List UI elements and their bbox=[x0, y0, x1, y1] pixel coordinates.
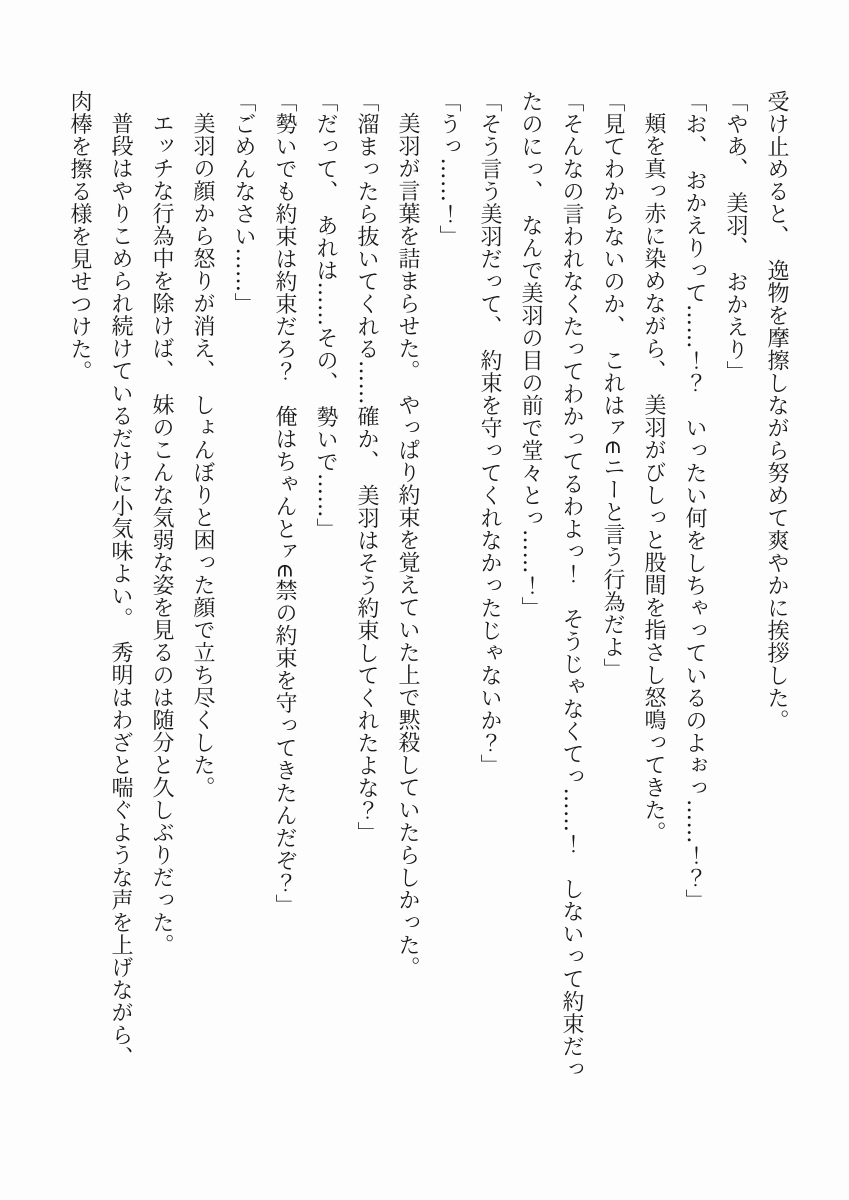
paragraph: 美羽の顔から怒りが消え、 しょんぼりと困った顔で立ち尽くした。 bbox=[190, 112, 215, 799]
paragraph: 「そんなの言われなくたってわかってるわよっ！ そうじゃなくてっ……！ しないって約束だったのにっ、 なんで美羽の目の前で堂々とっ……！」 bbox=[518, 90, 584, 1080]
paragraph: 頬を真っ赤に染めながら、 美羽がびしっと股間を指さし怒鳴ってきた。 bbox=[641, 112, 666, 844]
paragraph: 「だって、 あれは……その、 勢いで……」 bbox=[313, 90, 338, 541]
paragraph: 普段はやりこめられ続けているだけに小気味よい。 秀明はわざと喘ぐような声を上げながら、 肉棒を擦る様を見せつけた。 bbox=[67, 90, 133, 1080]
paragraph: 「溜まったら抜いてくれる……確か、 美羽はそう約束してくれたよな？」 bbox=[354, 90, 379, 844]
paragraph: 美羽が言葉を詰まらせた。 やっぱり約束を覚えていた上で黙殺していたらしかった。 bbox=[395, 112, 420, 979]
paragraph: 「勢いでも約束は約束だろ？ 俺はちゃんとァ∈禁の約束を守ってきたんだぞ？」 bbox=[272, 90, 297, 917]
paragraph: 「そう言う美羽だって、 約束を守ってくれなかったじゃないか？」 bbox=[477, 90, 502, 777]
paragraph: エッチな行為中を除けば、 妹のこんな気弱な姿を見るのは随分と久しぶりだった。 bbox=[149, 112, 174, 956]
paragraph: 「ごめんなさい……」 bbox=[231, 90, 256, 315]
paragraph: 「お、 おかえりって……！？ いったい何をしちゃっているのよぉっ……！？」 bbox=[682, 90, 707, 912]
paragraph: 「うっ……！」 bbox=[436, 90, 461, 248]
paragraph: 「見てわからないのか、 これはァ∈ニーと言う行為だよ」 bbox=[600, 90, 625, 681]
page-text bbox=[59, 90, 797, 1080]
paragraph: 「やあ、 美羽、 おかえり」 bbox=[723, 90, 748, 383]
paragraph: 受け止めると、 逸物を摩擦しながら努めて爽やかに挨拶した。 bbox=[764, 90, 789, 732]
